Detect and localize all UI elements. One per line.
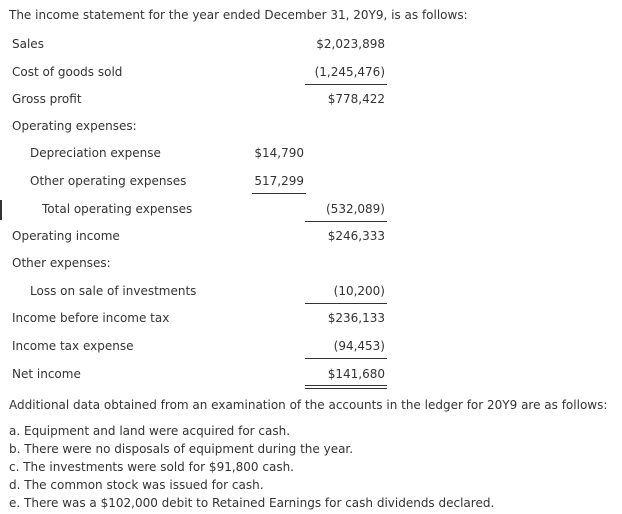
underline [305,303,387,304]
double-underline [305,385,387,389]
row-amount: $141,680 [327,367,385,381]
row-amount: $236,133 [327,311,385,325]
row-label: Net income [12,367,81,381]
row-amount: $246,333 [327,229,385,243]
row-amount: (94,453) [333,339,385,353]
row-label: Cost of goods sold [12,65,123,79]
list-item: a. Equipment and land were acquired for cash. [9,424,291,438]
row-amount: (532,089) [326,202,385,216]
row-amount: $778,422 [327,92,385,106]
list-item: e. There was a $102,000 debit to Retained Earnings for cash dividends declared. [9,496,495,510]
list-item: b. There were no disposals of equipment during the year. [9,442,354,456]
underline [305,358,387,359]
row-label: Loss on sale of investments [30,284,197,298]
intro-text: The income statement for the year ended December 31, 20Y9, is as follows: [9,8,468,22]
row-subamount: 517,299 [254,174,304,188]
underline [252,193,306,194]
row-label: Sales [12,37,44,51]
row-label: Income before income tax [12,311,170,325]
row-subamount: $14,790 [254,146,304,160]
underline [305,84,387,85]
section-heading: Other expenses: [12,256,111,270]
section-heading: Operating expenses: [12,119,137,133]
row-label: Income tax expense [12,339,134,353]
row-label: Total operating expenses [42,202,193,216]
row-label: Gross profit [12,92,82,106]
list-item: c. The investments were sold for $91,800 cash. [9,460,294,474]
underline [305,221,387,222]
notes-list [9,422,494,512]
left-edge-marker [0,200,2,220]
row-amount: (10,200) [333,284,385,298]
additional-data-intro: Additional data obtained from an examination of the accounts in the ledger for 20Y9 are as follows: [9,398,608,412]
row-label: Depreciation expense [30,146,161,160]
row-amount: (1,245,476) [314,65,385,79]
row-label: Operating income [12,229,120,243]
row-amount: $2,023,898 [316,37,385,51]
list-item: d. The common stock was issued for cash. [9,478,264,492]
row-label: Other operating expenses [30,174,187,188]
